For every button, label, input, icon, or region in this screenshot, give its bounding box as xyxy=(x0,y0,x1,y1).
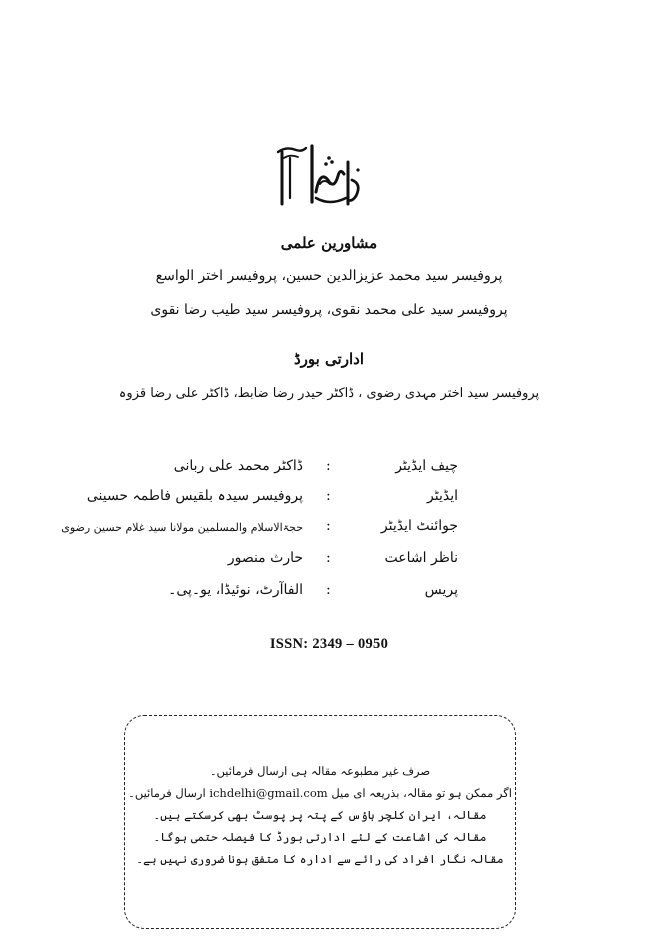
submission-notes-box xyxy=(124,715,516,929)
advisory-line-2: پروفیسر سید علی محمد نقوی، پروفیسر سید طیب رضا نقوی xyxy=(150,302,508,318)
advisory-line-1: پروفیسر سید محمد عزیزالدین حسین، پروفیسر اختر الواسع xyxy=(155,268,503,284)
staff-name: حجۃالاسلام والمسلمین مولانا سید غلام حسین رضوی xyxy=(61,521,303,534)
note-line-3: مقالہ، ایران کلچر ہاؤس کے پتہ پر پوسٹ بھی کرسکتے ہیں۔ xyxy=(153,808,487,822)
staff-row-press xyxy=(0,582,658,606)
staff-row-editor xyxy=(0,488,658,512)
staff-name: الفاآرٹ، نوئیڈا، یو۔پی۔ xyxy=(168,582,303,598)
issn-number: ISSN: 2349 – 0950 xyxy=(269,636,389,652)
staff-row-chief-editor xyxy=(0,458,658,482)
editorial-line: پروفیسر سید اختر مہدی رضوی ، ڈاکٹر حیدر رضا ضابط، ڈاکٹر علی رضا قزوہ xyxy=(118,386,540,401)
editorial-heading: ادارتی بورڈ xyxy=(293,350,364,368)
staff-separator: : xyxy=(326,550,331,566)
staff-name: پروفیسر سیدہ بلقیس فاطمہ حسینی xyxy=(86,488,303,504)
staff-role: ایڈیٹر xyxy=(427,488,458,504)
staff-role: جوائنٹ ایڈیٹر xyxy=(380,518,458,534)
staff-separator: : xyxy=(326,582,331,598)
staff-role: پریس xyxy=(424,582,458,598)
staff-separator: : xyxy=(326,518,331,534)
staff-name: ڈاکٹر محمد علی ربانی xyxy=(173,458,303,474)
staff-row-publication-supervisor xyxy=(0,550,658,574)
staff-separator: : xyxy=(326,458,331,474)
advisory-heading: مشاورین علمی xyxy=(280,234,378,252)
staff-role: ناظر اشاعت xyxy=(384,550,458,566)
staff-row-joint-editor xyxy=(0,518,658,542)
staff-role: چیف ایڈیٹر xyxy=(395,458,458,474)
note-line-1: صرف غیر مطبوعہ مقالہ ہی ارسال فرمائیں۔ xyxy=(209,764,431,778)
note-line-2: اگر ممکن ہو تو مقالہ، بذریعہ ای میل ichdelhi@gmail.com ارسال فرمائیں۔ xyxy=(128,786,512,800)
staff-separator: : xyxy=(326,488,331,504)
note-line-5: مقالہ نگار افراد کی رائے سے ادارہ کا متفق ہونا ضروری نہیں ہے۔ xyxy=(136,852,504,866)
staff-name: حارث منصور xyxy=(227,550,303,566)
journal-logo-icon xyxy=(276,140,364,210)
note-line-4: مقالہ کی اشاعت کے لئے ادارتی بورڈ کا فیصلہ حتمی ہوگا۔ xyxy=(153,830,487,844)
